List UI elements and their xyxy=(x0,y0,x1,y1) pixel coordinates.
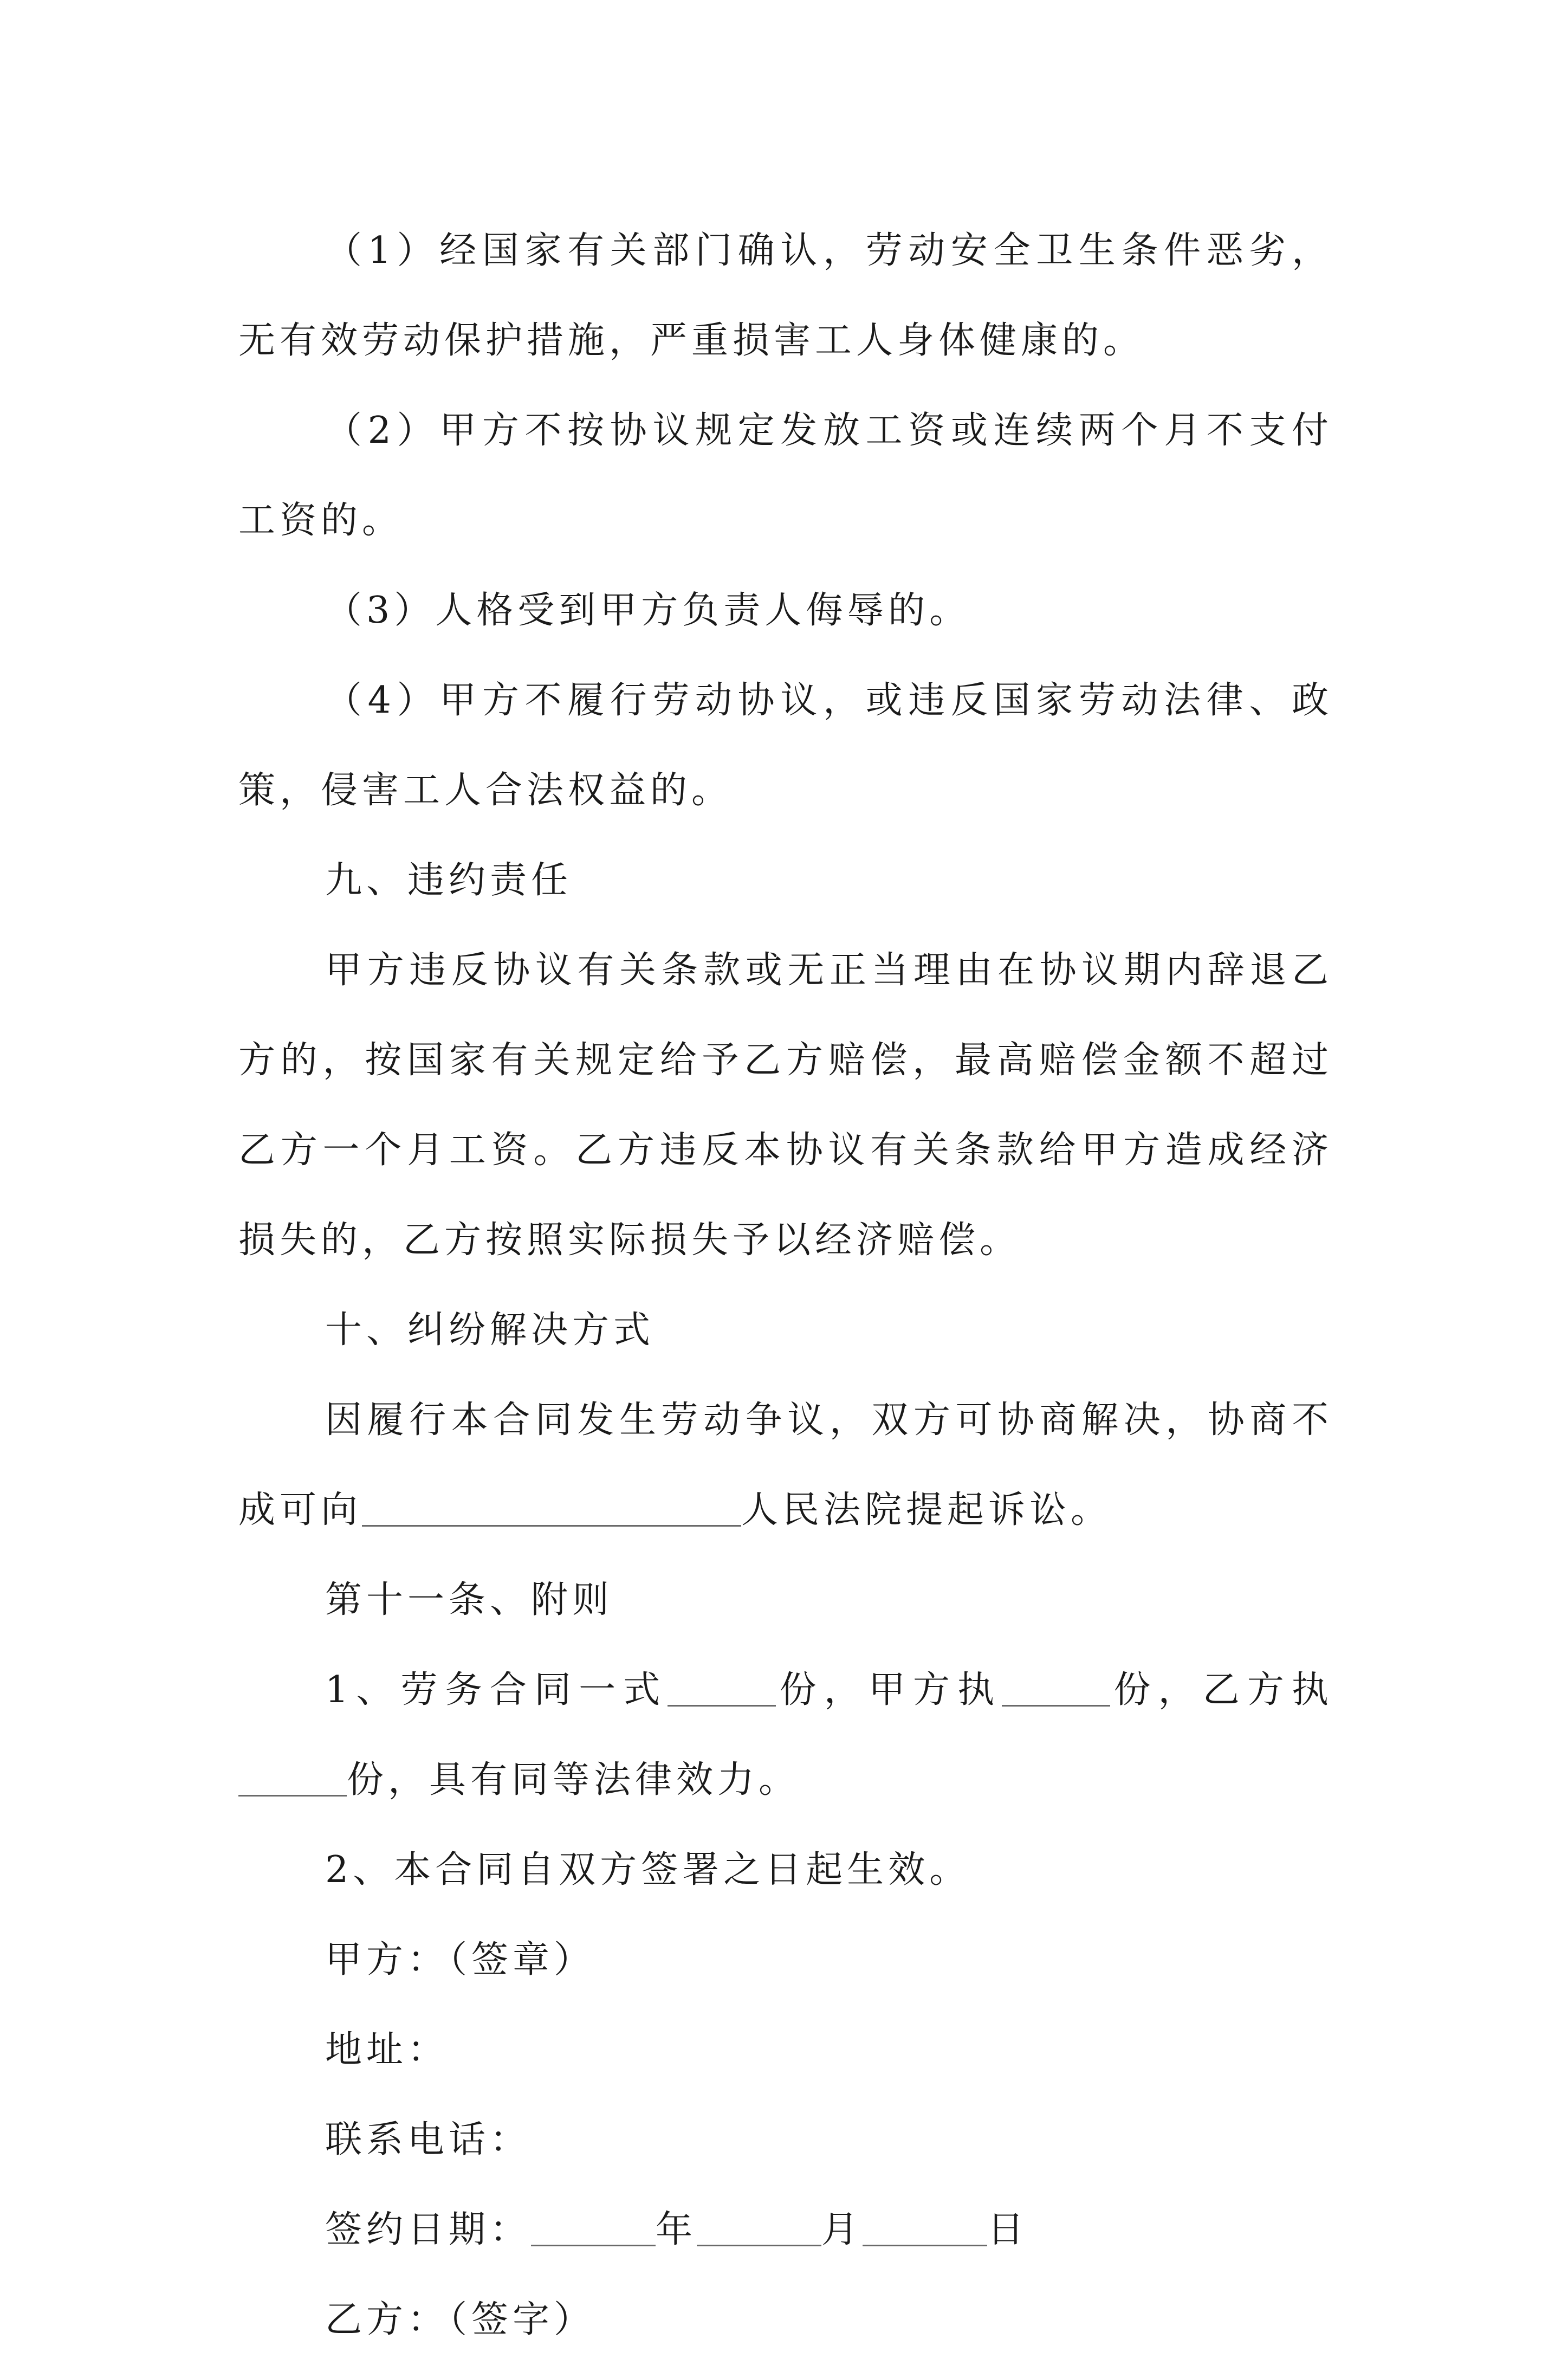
sign-date-line xyxy=(238,2185,1333,2275)
party-a-signature-label: 甲方：（签章） xyxy=(325,1938,595,1981)
court-name-blank xyxy=(362,1488,741,1527)
section-10-heading: 十、纠纷解决方式 xyxy=(325,1309,655,1352)
clause-2: 2、本合同自双方签署之日起生效。 xyxy=(325,1849,971,1891)
party-a-copies-blank xyxy=(1002,1668,1110,1707)
total-copies-blank xyxy=(668,1668,776,1707)
clause-1-text-1: 1、劳务合同一式 xyxy=(325,1669,668,1711)
termination-item-1: （1）经国家有关部门确认，劳动安全卫生条件恶劣，无有效劳动保护措施，严重损害工人身体健康的。 xyxy=(238,229,1333,362)
month-blank xyxy=(697,2208,821,2246)
sign-date-label: 签约日期： xyxy=(325,2208,532,2251)
section-10-body xyxy=(238,1375,1333,1555)
year-blank xyxy=(531,2208,656,2246)
day-blank xyxy=(863,2208,987,2246)
section-10-text-after: 人民法院提起诉讼。 xyxy=(741,1489,1112,1532)
month-label: 月 xyxy=(821,2208,863,2251)
party-b-signature-label: 乙方：（签字） xyxy=(325,2298,595,2341)
party-b-copies-blank xyxy=(238,1758,347,1797)
year-label: 年 xyxy=(656,2208,697,2251)
document-body xyxy=(238,206,1333,2365)
termination-item-4: （4）甲方不履行劳动协议，或违反国家劳动法律、政策，侵害工人合法权益的。 xyxy=(238,679,1333,812)
address-label: 地址： xyxy=(325,2028,449,2071)
section-11-heading: 第十一条、附则 xyxy=(325,1579,614,1621)
termination-item-3: （3）人格受到甲方负责人侮辱的。 xyxy=(325,589,971,632)
section-9-body: 甲方违反协议有关条款或无正当理由在协议期内辞退乙方的，按国家有关规定给予乙方赔偿，最高赔偿金额不超过乙方一个月工资。乙方违反本协议有关条款给甲方造成经济损失的，乙方按照实际损失予以经济赔偿。 xyxy=(238,949,1333,1262)
termination-item-2: （2）甲方不按协议规定发放工资或连续两个月不支付工资的。 xyxy=(238,409,1333,542)
day-label: 日 xyxy=(987,2208,1029,2251)
section-9-heading: 九、违约责任 xyxy=(325,859,573,902)
clause-1-text-4: 份，具有同等法律效力。 xyxy=(347,1759,800,1801)
clause-1-text-3: 份，乙方执 xyxy=(1110,1669,1333,1711)
section-10-text-before: 因履行本合同发生劳动争议，双方可协商解决，协商不成可向 xyxy=(238,1399,1333,1532)
clause-1-text-2: 份，甲方执 xyxy=(776,1669,1002,1711)
clause-1 xyxy=(238,1645,1333,1825)
phone-label: 联系电话： xyxy=(325,2118,532,2161)
